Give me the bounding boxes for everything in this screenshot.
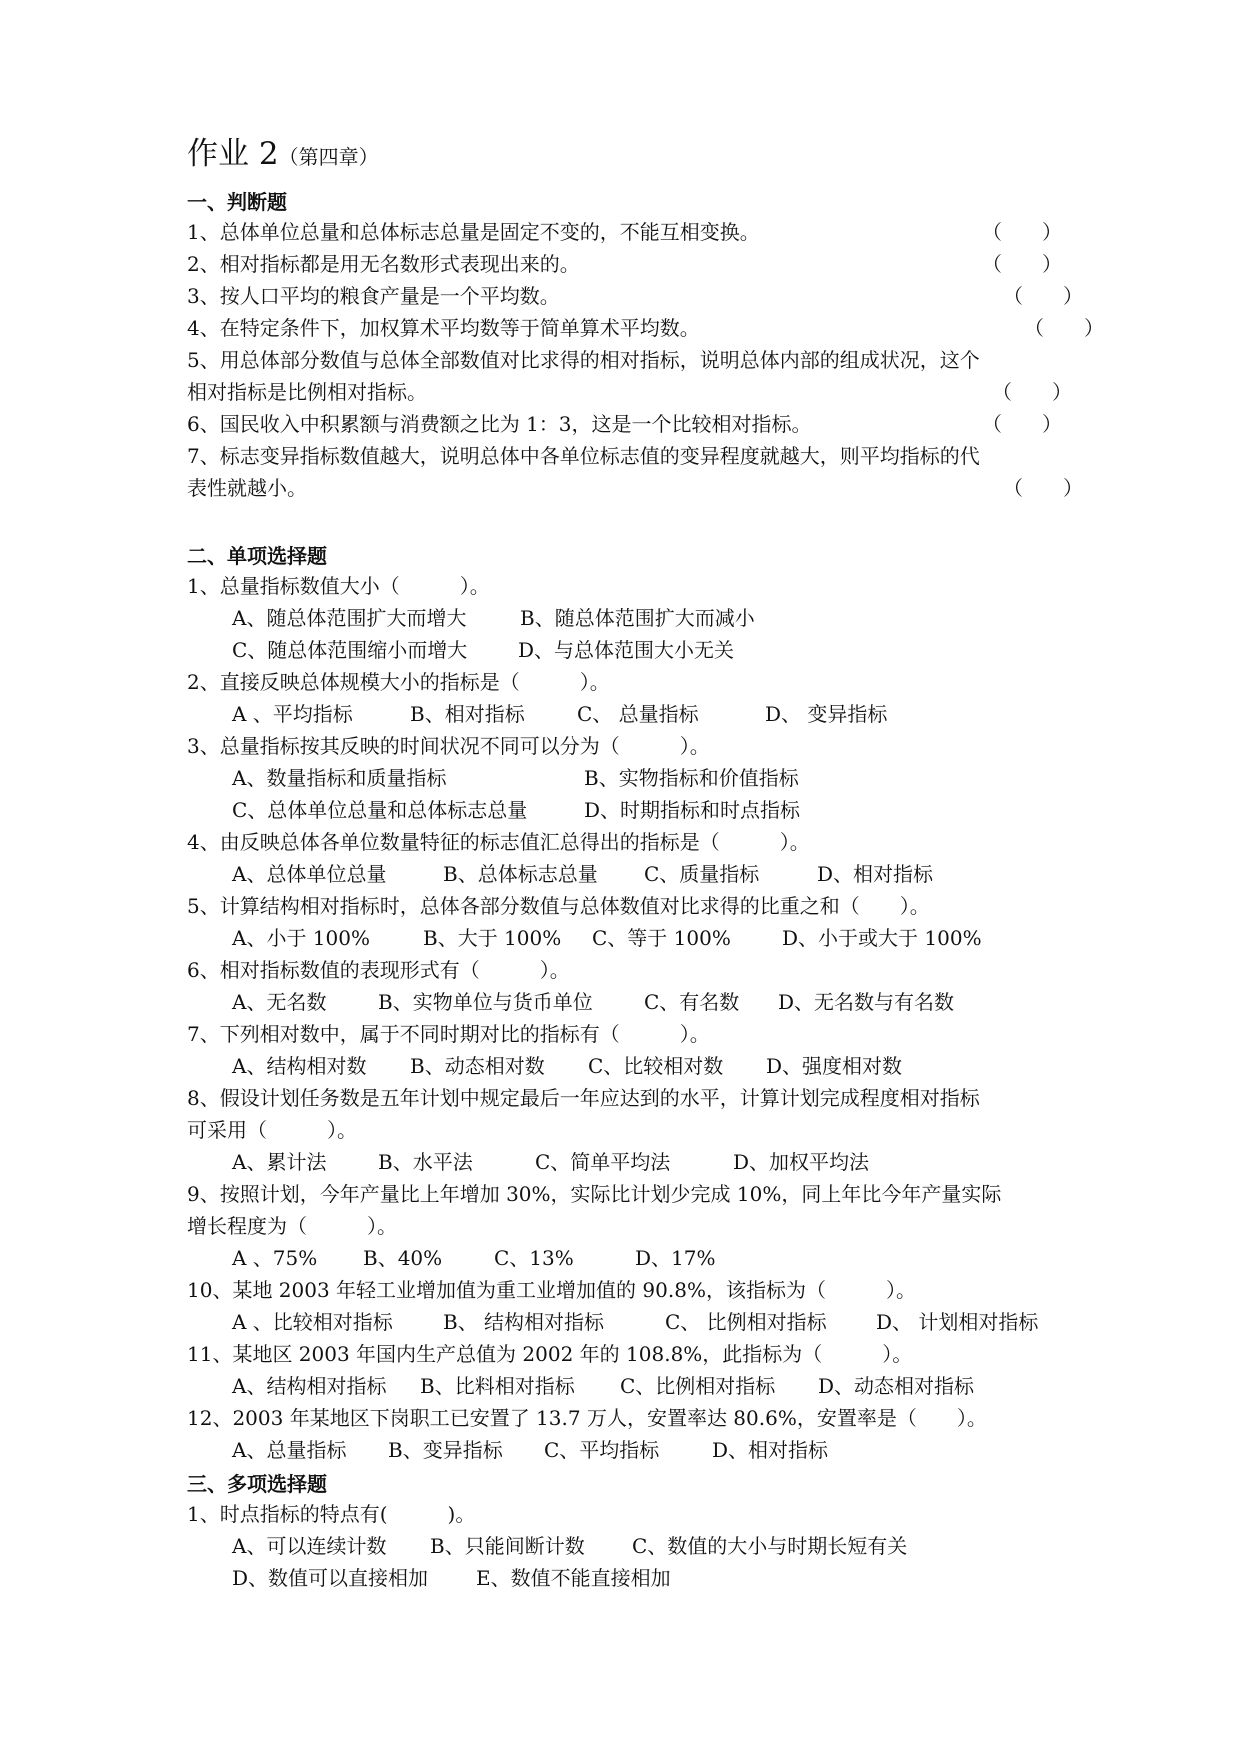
single-question-9: 9、按照计划，今年产量比上年增加 30%，实际比计划少完成 10%，同上年比今年产量实际: [187, 1182, 1002, 1206]
single-q3-option-c: C、总体单位总量和总体标志总量: [232, 798, 528, 822]
judge-answer-paren-3: （ ）: [1003, 284, 1083, 308]
single-question-2: 2、直接反映总体规模大小的指标是（ ）。: [187, 670, 610, 694]
single-q11-option-c: C、比例相对指标: [620, 1374, 776, 1398]
judge-question-4: 4、在特定条件下，加权算术平均数等于简单算术平均数。: [187, 316, 700, 340]
single-q3-option-b: B、实物指标和价值指标: [584, 766, 799, 790]
single-q4-option-a: A、总体单位总量: [232, 862, 387, 886]
single-q4-option-b: B、总体标志总量: [443, 862, 598, 886]
single-question-4: 4、由反映总体各单位数量特征的标志值汇总得出的指标是（ ）。: [187, 830, 810, 854]
single-q7-option-d: D、强度相对数: [766, 1054, 903, 1078]
single-q12-option-d: D、相对指标: [712, 1438, 829, 1462]
single-q8-option-b: B、水平法: [378, 1150, 473, 1174]
single-q6-option-c: C、有名数: [644, 990, 740, 1014]
single-q7-option-a: A、结构相对数: [232, 1054, 367, 1078]
single-q8-option-c: C、简单平均法: [535, 1150, 671, 1174]
multi-question-1: 1、时点指标的特点有( )。: [187, 1502, 476, 1526]
single-q5-option-b: B、大于 100%: [423, 926, 562, 950]
single-q12-option-b: B、变异指标: [388, 1438, 503, 1462]
single-q10-option-c: C、 比例相对指标: [665, 1310, 827, 1334]
single-q1-option-a: A、随总体范围扩大而增大: [232, 606, 467, 630]
single-question-7: 7、下列相对数中，属于不同时期对比的指标有（ ）。: [187, 1022, 710, 1046]
multi-q1-option-e: E、数值不能直接相加: [476, 1566, 671, 1590]
single-q3-option-a: A、数量指标和质量指标: [232, 766, 447, 790]
single-q8-option-a: A、累计法: [232, 1150, 327, 1174]
single-question-1: 1、总量指标数值大小（ ）。: [187, 574, 490, 598]
single-q9-option-a: A 、75%: [232, 1246, 318, 1270]
judge-answer-paren-1: （ ）: [982, 220, 1062, 244]
single-question-8: 8、假设计划任务数是五年计划中规定最后一年应达到的水平，计算计划完成程度相对指标: [187, 1086, 980, 1110]
single-q1-option-b: B、随总体范围扩大而减小: [520, 606, 755, 630]
single-question-9-cont: 增长程度为（ ）。: [187, 1214, 397, 1238]
section-heading-single: 二、单项选择题: [187, 544, 327, 568]
judge-answer-paren-4: （ ）: [1024, 316, 1104, 340]
single-q1-option-c: C、随总体范围缩小而增大: [232, 638, 468, 662]
single-q2-option-b: B、相对指标: [410, 702, 525, 726]
single-q5-option-a: A、小于 100%: [232, 926, 370, 950]
judge-question-7: 7、标志变异指标数值越大，说明总体中各单位标志值的变异程度就越大，则平均指标的代: [187, 444, 980, 468]
section-heading-judge: 一、判断题: [187, 190, 287, 214]
single-q8-option-d: D、加权平均法: [733, 1150, 870, 1174]
single-q2-option-d: D、 变异指标: [765, 702, 888, 726]
single-q7-option-c: C、比较相对数: [588, 1054, 724, 1078]
single-q5-option-d: D、小于或大于 100%: [782, 926, 982, 950]
single-question-12: 12、2003 年某地区下岗职工已安置了 13.7 万人，安置率达 80.6%，安置率是（ ）。: [187, 1406, 987, 1430]
single-q11-option-b: B、比料相对指标: [420, 1374, 575, 1398]
single-q11-option-a: A、结构相对指标: [232, 1374, 387, 1398]
section-heading-multi: 三、多项选择题: [187, 1472, 327, 1496]
multi-q1-option-b: B、只能间断计数: [430, 1534, 585, 1558]
judge-answer-paren-5: （ ）: [992, 380, 1072, 404]
single-q11-option-d: D、动态相对指标: [818, 1374, 975, 1398]
judge-question-1: 1、总体单位总量和总体标志总量是固定不变的，不能互相变换。: [187, 220, 760, 244]
single-q4-option-c: C、质量指标: [644, 862, 760, 886]
single-q6-option-b: B、实物单位与货币单位: [378, 990, 593, 1014]
single-question-3: 3、总量指标按其反映的时间状况不同可以分为（ ）。: [187, 734, 710, 758]
multi-q1-option-d: D、数值可以直接相加: [232, 1566, 429, 1590]
title-chapter: （第四章）: [278, 145, 379, 169]
judge-answer-paren-2: （ ）: [982, 252, 1062, 276]
single-q4-option-d: D、相对指标: [817, 862, 934, 886]
single-q12-option-c: C、平均指标: [544, 1438, 660, 1462]
judge-question-5: 5、用总体部分数值与总体全部数值对比求得的相对指标，说明总体内部的组成状况，这个: [187, 348, 980, 372]
single-q6-option-a: A、无名数: [232, 990, 327, 1014]
single-q10-option-a: A 、比较相对指标: [232, 1310, 393, 1334]
single-question-10: 10、某地 2003 年轻工业增加值为重工业增加值的 90.8%，该指标为（ ）。: [187, 1278, 916, 1302]
single-q10-option-d: D、 计划相对指标: [876, 1310, 1039, 1334]
single-q7-option-b: B、动态相对数: [410, 1054, 545, 1078]
single-q12-option-a: A、总量指标: [232, 1438, 347, 1462]
multi-q1-option-c: C、数值的大小与时期长短有关: [632, 1534, 908, 1558]
single-q9-option-c: C、13%: [494, 1246, 574, 1270]
single-question-8-cont: 可采用（ ）。: [187, 1118, 357, 1142]
single-q2-option-a: A 、平均指标: [232, 702, 353, 726]
judge-question-3: 3、按人口平均的粮食产量是一个平均数。: [187, 284, 560, 308]
single-q3-option-d: D、时期指标和时点指标: [584, 798, 801, 822]
single-q9-option-b: B、40%: [363, 1246, 443, 1270]
single-q5-option-c: C、等于 100%: [592, 926, 731, 950]
judge-question-2: 2、相对指标都是用无名数形式表现出来的。: [187, 252, 580, 276]
single-q6-option-d: D、无名数与有名数: [778, 990, 955, 1014]
single-q2-option-c: C、 总量指标: [577, 702, 699, 726]
judge-question-5-cont: 相对指标是比例相对指标。: [187, 380, 427, 404]
page-title: [187, 128, 379, 172]
multi-q1-option-a: A、可以连续计数: [232, 1534, 387, 1558]
judge-answer-paren-6: （ ）: [982, 412, 1062, 436]
single-q10-option-b: B、 结构相对指标: [443, 1310, 605, 1334]
single-question-11: 11、某地区 2003 年国内生产总值为 2002 年的 108.8%，此指标为（ ）。: [187, 1342, 913, 1366]
title-main: 作业 2: [187, 136, 279, 172]
single-q9-option-d: D、17%: [635, 1246, 716, 1270]
single-question-5: 5、计算结构相对指标时，总体各部分数值与总体数值对比求得的比重之和（ ）。: [187, 894, 930, 918]
single-question-6: 6、相对指标数值的表现形式有（ ）。: [187, 958, 570, 982]
judge-answer-paren-7: （ ）: [1003, 476, 1083, 500]
single-q1-option-d: D、与总体范围大小无关: [518, 638, 735, 662]
judge-question-7-cont: 表性就越小。: [187, 476, 307, 500]
judge-question-6: 6、国民收入中积累额与消费额之比为 1：3，这是一个比较相对指标。: [187, 412, 812, 436]
